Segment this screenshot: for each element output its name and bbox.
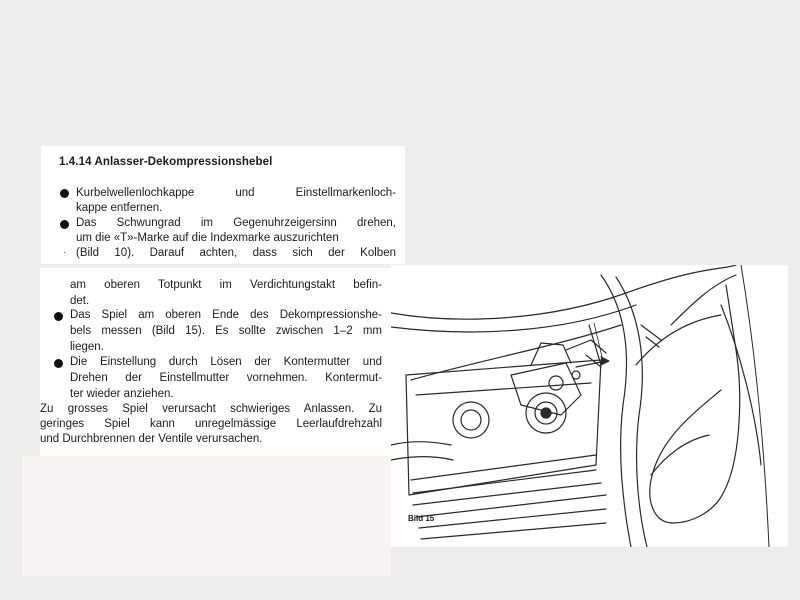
- paragraph-line2: geringes Spiel kann unregelmässige Leerlaufdrehzahl: [40, 418, 382, 430]
- bullet3-line1: Das Spiel am oberen Ende des Dekompressionshe-: [70, 309, 382, 321]
- bullet4-line3: ter wieder anziehen.: [70, 388, 174, 400]
- section-heading: 1.4.14 Anlasser-Dekompressionshebel: [59, 156, 273, 168]
- bullet3-line2: bels messen (Bild 15). Es sollte zwischen 1–2 mm: [70, 325, 382, 337]
- bullet4-line1: Die Einstellung durch Lösen der Kontermutter und: [70, 356, 382, 368]
- paragraph-line1: Zu grosses Spiel verursacht schwieriges Anlassen. Zu: [40, 403, 382, 415]
- bullet-dot: [54, 359, 63, 368]
- bullet2-cont-line1: am oberen Totpunkt im Verdichtungstakt befin-: [70, 279, 382, 291]
- paragraph-line3: und Durchbrennen der Ventile verursachen.: [40, 433, 263, 445]
- manual-fragment-blank: [22, 456, 391, 576]
- bullet2-line2: um die «T»-Marke auf die Indexmarke auszurichten: [76, 232, 339, 244]
- manual-fragment-middle: [40, 268, 392, 456]
- figure-bild-15: [391, 265, 788, 547]
- manual-fragment-top: [41, 146, 405, 264]
- margin-mark: ·: [63, 247, 67, 258]
- figure-caption: Bild 15: [408, 514, 435, 523]
- bullet4-line2: Drehen der Einstellmutter vornehmen. Kontermut-: [70, 372, 382, 384]
- bullet1-line1: Kurbelwellenlochkappe und Einstellmarkenloch-: [76, 187, 396, 199]
- bullet2-line1: Das Schwungrad im Gegenuhrzeigersinn drehen,: [76, 217, 396, 229]
- engine-line-drawing: [391, 265, 788, 547]
- bullet-dot: [60, 189, 69, 198]
- bullet3-line3: liegen.: [70, 341, 104, 353]
- bullet2-cont-line2: det.: [70, 295, 90, 307]
- bullet1-line2: kappe entfernen.: [76, 202, 163, 214]
- bullet-dot: [60, 220, 69, 229]
- bullet2-line3: (Bild 10). Darauf achten, dass sich der Kolben: [76, 247, 396, 259]
- bullet-dot: [54, 312, 63, 321]
